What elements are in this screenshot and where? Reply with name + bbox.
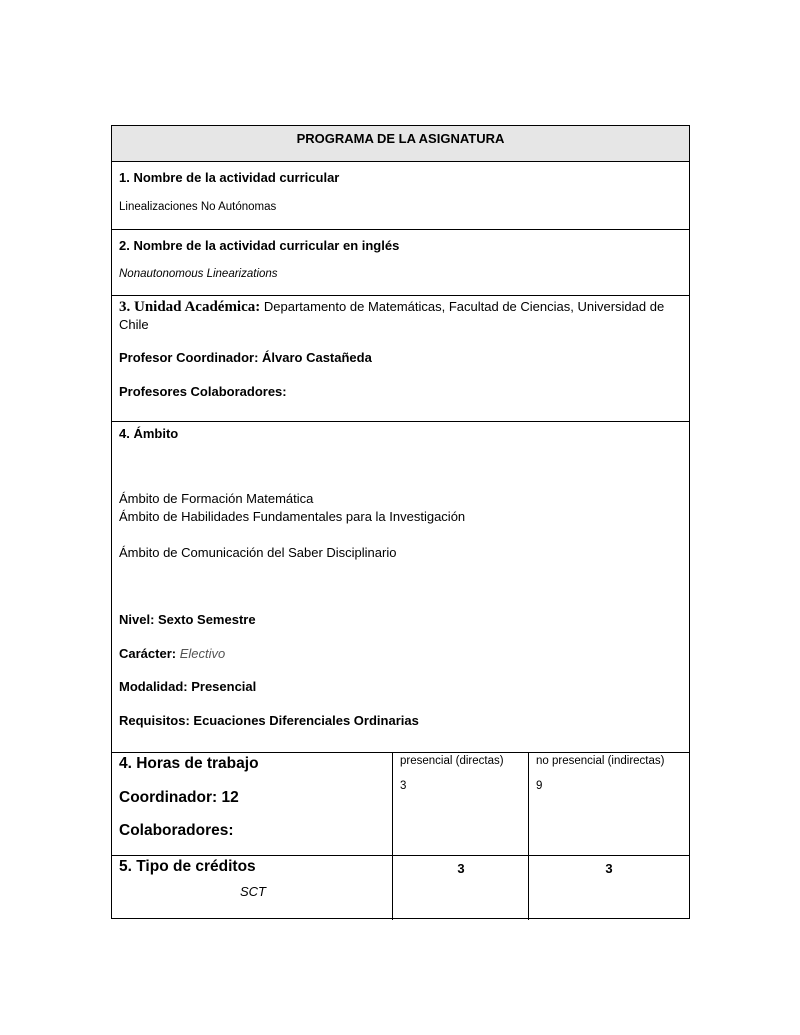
credits-presencial: 3	[457, 861, 465, 876]
section-2-row	[112, 230, 689, 296]
no-presencial-hours: 9	[536, 780, 543, 792]
modalidad: Modalidad: Presencial	[119, 679, 257, 694]
ambito-3: Ámbito de Comunicación del Saber Disciplinario	[119, 545, 397, 560]
program-title: PROGRAMA DE LA ASIGNATURA	[296, 131, 505, 146]
coordinator-professor: Profesor Coordinador: Álvaro Castañeda	[119, 350, 372, 365]
section-4-heading: 4. Ámbito	[119, 426, 179, 441]
course-name: Linealizaciones No Autónomas	[119, 201, 277, 213]
credits-label-cell	[112, 856, 392, 920]
academic-unit-line1: Departamento de Matemáticas, Facultad de Ciencias, Universidad de	[260, 299, 665, 314]
program-title-row	[112, 126, 689, 162]
presencial-hours: 3	[400, 780, 407, 792]
credits-type: SCT	[240, 884, 266, 899]
credits-row	[112, 856, 689, 920]
academic-unit-label: 3. Unidad Académica:	[119, 299, 261, 315]
hours-coordinator: Coordinador: 12	[119, 789, 239, 806]
no-presencial-cell	[528, 753, 689, 855]
academic-unit-line2: Chile	[119, 317, 149, 332]
credits-presencial-cell	[392, 856, 529, 920]
program-table	[111, 125, 690, 919]
no-presencial-label: no presencial (indirectas)	[536, 755, 665, 767]
collaborator-professors: Profesores Colaboradores:	[119, 384, 287, 399]
nivel: Nivel: Sexto Semestre	[119, 612, 256, 627]
caracter-value: Electivo	[176, 646, 226, 661]
credits-heading: 5. Tipo de créditos	[119, 858, 256, 875]
caracter-label: Carácter:	[119, 646, 177, 661]
caracter	[119, 646, 682, 661]
presencial-cell	[392, 753, 529, 855]
section-4-row	[112, 422, 689, 753]
section-1-row	[112, 162, 689, 230]
presencial-label: presencial (directas)	[400, 755, 504, 767]
section-2-heading: 2. Nombre de la actividad curricular en inglés	[119, 238, 400, 253]
section-3-row	[112, 296, 689, 422]
hours-collaborators: Colaboradores:	[119, 822, 234, 839]
course-name-english: Nonautonomous Linearizations	[119, 268, 278, 280]
credits-no-presencial-cell	[528, 856, 689, 920]
ambito-2: Ámbito de Habilidades Fundamentales para la Investigación	[119, 509, 466, 524]
requisitos: Requisitos: Ecuaciones Diferenciales Ordinarias	[119, 713, 419, 728]
hours-label-cell	[112, 753, 392, 855]
ambito-1: Ámbito de Formación Matemática	[119, 491, 314, 506]
hours-heading: 4. Horas de trabajo	[119, 755, 259, 772]
credits-no-presencial: 3	[605, 861, 613, 876]
hours-row	[112, 753, 689, 856]
academic-unit	[119, 298, 682, 316]
section-1-heading: 1. Nombre de la actividad curricular	[119, 170, 340, 185]
